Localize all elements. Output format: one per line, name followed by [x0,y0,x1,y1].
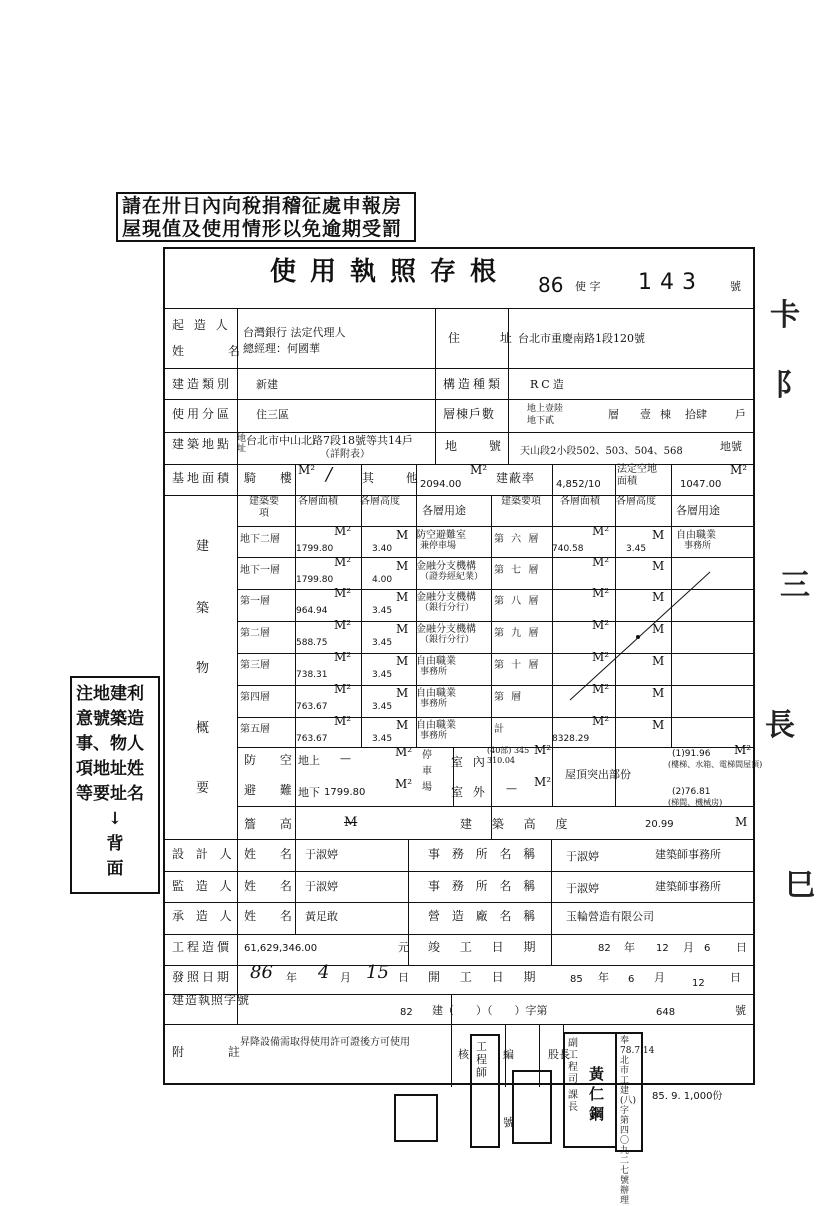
other-value: 2094.00 [420,479,462,490]
designer-office-label: 事 務 所 名 稱 [428,847,540,861]
roof-note-1: (樓梯、水箱、電梯間屋頂) [668,760,763,769]
building-summary-label: 築 [196,601,210,616]
floor-height-unit: M [652,718,665,732]
floor-height-unit: M [652,528,665,542]
round-seal [394,1094,438,1142]
shelter-below-value: 1799.80 [324,787,366,798]
director-seal-title: 副工程司 [568,1038,578,1085]
start-year: 85 [570,974,583,985]
floor-area-unit: M² [592,650,610,664]
building-height-unit: M [735,815,748,829]
site-address: 台北市中山北路7段18號等共14戶 [246,434,413,447]
issue-day-unit: 日 [398,971,409,984]
col-header: 各層高度 [616,496,656,507]
issue-month-unit: 月 [340,971,351,984]
shelter-label-2: 避 難 [244,783,302,797]
floor-use-2: 事務所 [684,541,712,551]
permit-no-prefix: 82 [400,1007,413,1018]
floor-name: 第二層 [240,628,270,639]
contractor-company-name: 玉輪營造有限公司 [566,910,654,923]
households-count: 拾肆 [685,408,707,421]
remarks-value: 昇降設備需取得使用許可證後方可使用 [240,1037,410,1048]
left-stamp-line: 事、物人 [76,734,144,754]
floor-name: 計 [494,724,506,735]
floors-above: 地上壹陸 [527,404,564,414]
floor-height-unit: M [396,654,409,668]
notice-line-1: 請在卅日內向稅捐稽征處申報房 [122,195,403,217]
finish-date-label: 竣 工 日 期 [428,940,544,954]
bleed-glyph: 長 [765,708,795,743]
floor-name: 第一層 [240,596,270,607]
director-seal-title-2: 課長 [568,1090,578,1113]
floor-area-unit: M² [592,555,610,569]
parking-outdoor-value: — [506,782,517,795]
floor-height: 3.45 [372,638,393,648]
permit-type: 使 字 [575,280,601,293]
floor-use-2: （銀行分行） [420,635,475,645]
floor-area: 964.94 [296,606,328,616]
floor-area-unit: M² [334,555,352,569]
directive-stamp-text: 奉78.7.14北市工建(八)字第四〇九二七號辦理 [620,1036,655,1206]
approval-chief: 股長 [548,1048,570,1061]
floor-area: 738.31 [296,670,328,680]
floor-height-unit: M [652,622,665,636]
floor-area: 8328.29 [552,734,590,744]
permit-no-mid: 建（ ）（ ）字第 [432,1004,548,1017]
remarks-label: 附 註 [172,1045,260,1059]
buildings-count: 壹 [640,408,651,421]
floor-use: 自由職業 [676,530,716,541]
building-height-label: 建 築 高 度 [460,817,576,831]
eaves-value: M [344,815,358,830]
col-header: 各層面積 [560,496,600,507]
floors-below: 地下貳 [527,416,555,426]
floor-use-2: 兼停車場 [420,541,457,551]
coverage-value: 4,852/10 [556,479,601,490]
floor-name: 第 六 層 [494,534,541,545]
page-title: 使用執照存根 [270,257,511,287]
director-seal-name: 黃仁鋼 [589,1065,605,1123]
floor-height-unit: M [396,528,409,542]
floor-name: 第 八 層 [494,596,541,607]
floor-height-unit: M [396,718,409,732]
supervisor-office-name: 于淑婷 [566,882,599,895]
parking-indoor-value: (40部) 345 310.04 [487,746,530,765]
roof-note-2: (梯間、機械房) [668,798,723,807]
floor-use: 金融分支機構 [416,561,476,572]
notice-stamp-top [116,192,416,242]
address-value: 台北市重慶南路1段120號 [518,332,645,345]
permit-no-label: 建造執照字號 [172,993,251,1007]
building-summary-label: 概 [196,721,210,736]
directive-stamp [615,1032,655,1206]
structure-value: RC造 [530,378,567,391]
print-note: 85. 9. 1,000份 [652,1091,723,1102]
floor-area-unit: M² [334,586,352,600]
number-suffix: 號 [730,280,741,293]
floor-height-unit: M [396,622,409,636]
roof-unit: M² [734,743,752,757]
finish-year-unit: 年 [624,941,635,954]
start-year-unit: 年 [598,971,609,984]
floor-area-unit: M² [334,524,352,538]
floor-area: 740.58 [552,544,584,554]
designer-office-name: 于淑婷 [566,850,599,863]
designer-name: 于淑婷 [305,848,338,861]
floor-use: 金融分支機構 [416,624,476,635]
col-header: 各層用途 [676,504,720,517]
parking-label: 停車場 [422,750,432,793]
permit-no-number: 648 [656,1007,676,1018]
floor-use-2: 事務所 [420,731,448,741]
approval-number: 編 [503,1048,514,1061]
zoning-value: 住三區 [256,408,289,421]
floor-name: 第 層 [494,692,524,703]
floor-area-unit: M² [334,682,352,696]
floor-use: 防空避難室 [416,530,466,541]
floor-height: 3.45 [372,734,393,744]
arcade-value: / [326,464,333,485]
coverage-label: 建蔽率 [496,471,536,485]
issue-year: 86 [250,962,273,983]
structure-label: 構造種類 [443,377,504,391]
bleed-glyph: 巳 [785,868,815,903]
contractor-company-label: 營 造 廠 名 稱 [428,909,540,923]
col-header: 各層面積 [298,496,338,507]
issue-year-unit: 年 [286,971,297,984]
left-stamp-line: 意號築造 [76,709,144,729]
contractor-name: 黃足敢 [305,910,338,923]
issue-date-label: 發照日期 [172,970,233,984]
supervisor-office-label: 事 務 所 名 稱 [428,879,540,893]
shelter-below-label: 地下 [298,786,320,799]
bleed-glyph: 阝 [775,368,805,403]
designer-office-suffix: 建築師事務所 [655,848,721,861]
approval-check: 核 [458,1048,469,1061]
floor-area: 763.67 [296,734,328,744]
left-stamp-line: ↓ [107,809,123,829]
lot-label: 地 號 [445,439,515,453]
floor-height-unit: M [652,590,665,604]
floor-height: 3.45 [626,544,647,554]
eaves-label: 簷 高 [244,817,302,831]
lot-value: 天山段2小段502、503、504、568 [520,446,683,457]
floor-area-unit: M² [592,682,610,696]
floors-unit: 層 [608,408,619,421]
floor-height-unit: M [652,654,665,668]
left-stamp-line: 項地址姓 [76,759,144,779]
legal-open-label: 法定空地面積 [617,464,657,487]
parking-outdoor-label: 室 外 [451,785,488,799]
floor-height: 3.45 [372,702,393,712]
area-label: 基地面積 [172,471,233,485]
building-summary-label: 物 [196,661,210,676]
supervisor-name-label: 姓 名 [244,879,302,893]
buildings-unit: 棟 [660,408,671,421]
floor-area-unit: M² [592,524,610,538]
floor-use: 自由職業 [416,688,456,699]
roof-value-1: (1)91.96 [672,749,711,759]
parking-outdoor-unit: M² [534,775,552,789]
parking-indoor-unit: M² [534,743,552,757]
site-note: （詳附表） [320,449,370,460]
empty-rows-strike [560,560,720,710]
households-unit: 戶 [735,408,746,421]
cost-unit: 元 [398,941,409,954]
engineer-seal-text: 工程師 [476,1040,487,1079]
floor-area: 1799.80 [296,575,334,585]
building-height-value: 20.99 [645,819,674,830]
floor-area-unit: M² [592,586,610,600]
floor-use: 自由職業 [416,720,456,731]
issue-month: 4 [318,962,330,983]
floor-area-unit: M² [592,618,610,632]
finish-day-unit: 日 [736,941,747,954]
category-label: 建造類別 [172,377,233,391]
floors-count-label: 層棟戶數 [443,407,496,421]
shelter-label-1: 防 空 [244,753,302,767]
floor-use: 金融分支機構 [416,592,476,603]
zoning-label: 使用分區 [172,407,233,421]
floor-height: 4.00 [372,575,393,585]
floor-name: 第三層 [240,660,270,671]
floor-height-unit: M [396,590,409,604]
floor-name: 第 七 層 [494,565,541,576]
builder-name: 台灣銀行 法定代理人 [243,326,346,339]
floor-height: 3.45 [372,670,393,680]
bleed-glyph: 三 [780,568,810,603]
site-label: 建築地點 [172,437,233,451]
address-label: 住 址 [448,331,530,345]
shelter-above-unit: M² [395,745,413,759]
col-header: 各層用途 [422,504,466,517]
floor-height-unit: M [652,559,665,573]
floor-name: 第 九 層 [494,628,541,639]
chief-seal [512,1070,552,1144]
building-summary-label: 要 [196,781,210,796]
col-header: 建築要項 [501,496,541,507]
bleed-glyph: 卡 [770,298,800,333]
left-stamp-line: 注地建利 [76,684,144,704]
shelter-above-label: 地上 [298,754,320,767]
floor-area: 1799.80 [296,544,334,554]
category-value: 新建 [256,378,278,391]
cost-label: 工程造價 [172,940,233,954]
arcade-label: 騎 樓 [244,471,302,485]
floor-use-2: 事務所 [420,667,448,677]
start-day-unit: 日 [730,971,741,984]
approval-number-2: 號 [503,1116,514,1129]
shelter-above-value: — [340,752,351,765]
building-summary-label: 建 [196,539,210,554]
supervisor-office-suffix: 建築師事務所 [655,880,721,893]
left-stamp-line: 等要址名 [76,784,144,804]
finish-day: 6 [704,943,711,954]
floor-area-unit: M² [592,714,610,728]
contractor-label: 承 造 人 [172,909,236,923]
floor-area-unit: M² [334,714,352,728]
notice-stamp-left [70,676,160,894]
left-stamp-line: 背 [106,834,124,854]
shelter-below-unit: M² [395,777,413,791]
permit-no-suffix: 號 [735,1004,746,1017]
left-stamp-line: 面 [106,859,124,879]
floor-height-unit: M [652,686,665,700]
floor-area-unit: M² [334,650,352,664]
issue-day: 15 [366,962,389,983]
finish-month: 12 [656,943,669,954]
legal-open-unit: M² [730,463,748,477]
other-label: 其 他 [362,471,432,485]
floor-name: 地下一層 [240,565,280,576]
builder-name-label: 姓 名 [172,344,260,358]
builder-label: 起 造 人 [172,318,231,332]
builder-name-2: 總經理：何國華 [243,342,320,355]
floor-name: 第四層 [240,692,270,703]
site-side-label: 地址 [237,434,247,454]
supervisor-label: 監 造 人 [172,879,236,893]
finish-year: 82 [598,943,611,954]
floor-name: 第 十 層 [494,660,541,671]
floor-name: 地下二層 [240,534,280,545]
col-header: 各層高度 [360,496,400,507]
finish-month-unit: 月 [683,941,694,954]
floor-use-2: （證券經紀業） [420,572,484,582]
engineer-seal [470,1034,500,1148]
floor-area-unit: M² [334,618,352,632]
contractor-name-label: 姓 名 [244,909,302,923]
floor-height-unit: M [396,559,409,573]
floor-use-2: 事務所 [420,699,448,709]
floor-area: 763.67 [296,702,328,712]
floor-use: 自由職業 [416,656,456,667]
notice-line-2: 屋現值及使用情形以免逾期受罰 [122,218,403,240]
legal-open-value: 1047.00 [680,479,722,490]
floor-height: 3.40 [372,544,393,554]
start-date-label: 開 工 日 期 [428,970,544,984]
floor-height-unit: M [396,686,409,700]
other-unit: M² [470,463,488,477]
floor-use-2: （銀行分行） [420,603,475,613]
start-month-unit: 月 [654,971,665,984]
start-month: 6 [628,974,635,985]
permit-year: 86 [538,273,564,297]
start-day: 12 [692,978,705,989]
permit-number: 143 [638,270,704,295]
col-header: 建築要項 [249,496,279,519]
floor-name: 第五層 [240,724,270,735]
supervisor-name: 于淑婷 [305,880,338,893]
roof-value-2: (2)76.81 [672,787,711,797]
designer-name-label: 姓 名 [244,847,302,861]
arcade-unit: M² [298,463,316,477]
floor-area: 588.75 [296,638,328,648]
lot-suffix: 地號 [720,440,742,453]
cost-value: 61,629,346.00 [244,943,318,954]
roof-label: 屋頂突出部份 [565,768,631,781]
floor-height: 3.45 [372,606,393,616]
parking-indoor-label: 室 內 [451,755,488,769]
director-seal [563,1032,617,1148]
designer-label: 設 計 人 [172,847,236,861]
